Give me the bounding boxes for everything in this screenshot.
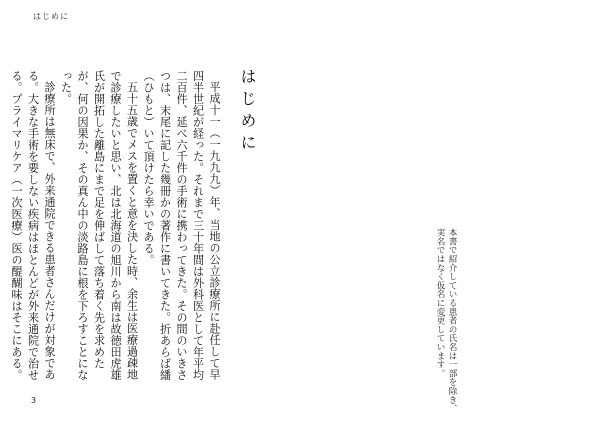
note-line: 本書で紹介している患者の氏名は一部を除き、	[447, 228, 457, 413]
running-head: はじめに	[33, 12, 69, 21]
body-text	[10, 70, 222, 388]
paragraph: 平成十一（一九九九）年、当地の公立診療所に赴任して早四半世紀が経った。それまで三十年間は外科医として年平均二百件、延べ六千件の手術に携わってきた。その間のいきさつは、末尾に記した幾冊かの著作に書いてきた。折あらば繙（ひもと）いて頂けたら幸いである。	[142, 70, 221, 381]
paragraph: 五十五歳でメスを置くと意を決した時、余生は医療過疎地で診療したいと思い、北は北海道の旭川から南は故徳田虎雄氏が開拓した離島にまで足を伸ばして落ち着く先を求めたが、何の因果か、その真ん中の淡路島に根を下ろすことになった。	[59, 70, 139, 381]
page-number: 3	[31, 396, 37, 405]
note-line: 実名ではなく仮名に変更しています。	[435, 228, 445, 378]
chapter-title: はじめに	[238, 68, 257, 156]
author-note	[434, 228, 458, 413]
paragraph: 診療所は無床で、外来通院できる患者さんだけが対象である。大きな手術を要しない疾病はほとんどが外来通院で治せる。プライマリケア（一次医療）医の醍醐味はそこにある。	[10, 70, 56, 381]
